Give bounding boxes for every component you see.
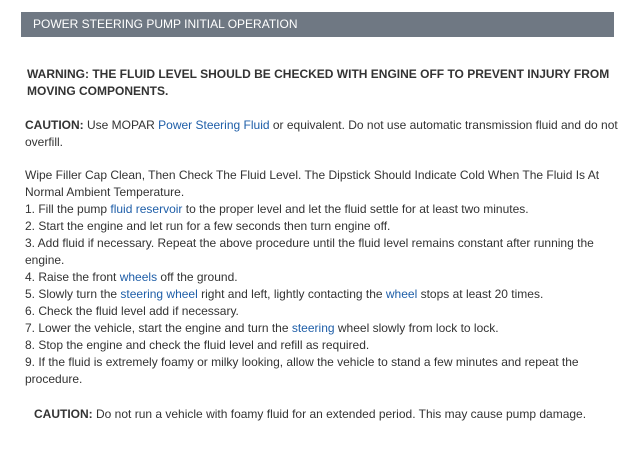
step-3 <box>20 235 618 269</box>
caution-text-after: or equivalent. Do not use automatic transmission fluid and do not overfill. <box>25 118 618 149</box>
step-9 <box>20 354 618 388</box>
fluid-reservoir-link[interactable]: fluid reservoir <box>110 202 183 216</box>
step-text: 5. Slowly turn the <box>25 287 121 301</box>
caution-text: Do not run a vehicle with foamy fluid for an extended period. This may cause pump damage. <box>92 407 587 421</box>
step-text: 9. If the fluid is extremely foamy or milky looking, allow the vehicle to stand a few minutes and repeat the procedure. <box>25 355 579 386</box>
step-text: stops at least 20 times. <box>417 287 544 301</box>
intro-paragraph: Wipe Filler Cap Clean, Then Check The Fluid Level. The Dipstick Should Indicate Cold When The Fluid Is At Normal Ambient Temperature. <box>25 168 600 199</box>
step-7 <box>20 320 618 337</box>
step-text: 7. Lower the vehicle, start the engine and turn the <box>25 321 292 335</box>
step-8 <box>20 337 618 354</box>
caution-foamy <box>20 406 618 423</box>
caution-label: CAUTION: <box>25 118 84 132</box>
section-title: POWER STEERING PUMP INITIAL OPERATION <box>33 17 298 31</box>
wheels-link[interactable]: wheels <box>119 270 158 284</box>
caution-text-before: Use MOPAR <box>83 118 159 132</box>
step-4 <box>20 269 618 286</box>
caution-fluid <box>20 117 618 151</box>
steering-link[interactable]: steering <box>291 321 335 335</box>
warning-text: WARNING: THE FLUID LEVEL SHOULD BE CHECKED WITH ENGINE OFF TO PREVENT INJURY FROM MOVING COMPONENTS. <box>27 67 610 98</box>
wheel-link[interactable]: wheel <box>385 287 418 301</box>
step-text: 3. Add fluid if necessary. Repeat the above procedure until the fluid level remains constant after running the engine. <box>25 236 594 267</box>
step-text: 4. Raise the front <box>25 270 120 284</box>
step-text: 6. Check the fluid level add if necessary. <box>25 304 239 318</box>
step-6 <box>20 303 618 320</box>
step-text: 8. Stop the engine and check the fluid level and refill as required. <box>25 338 370 352</box>
step-text: 1. Fill the pump <box>25 202 111 216</box>
step-text: wheel slowly from lock to lock. <box>334 321 499 335</box>
step-5 <box>20 286 618 303</box>
procedure-steps <box>20 201 618 388</box>
caution-label: CAUTION: <box>34 407 93 421</box>
power-steering-fluid-link[interactable]: Power Steering Fluid <box>158 118 270 132</box>
step-2 <box>20 218 618 235</box>
step-1 <box>20 201 618 218</box>
step-text: 2. Start the engine and let run for a few seconds then turn engine off. <box>25 219 391 233</box>
step-text: off the ground. <box>157 270 238 284</box>
section-header <box>21 12 614 37</box>
step-text: to the proper level and let the fluid settle for at least two minutes. <box>182 202 529 216</box>
steering-wheel-link[interactable]: steering wheel <box>120 287 198 301</box>
step-text: right and left, lightly contacting the <box>197 287 386 301</box>
